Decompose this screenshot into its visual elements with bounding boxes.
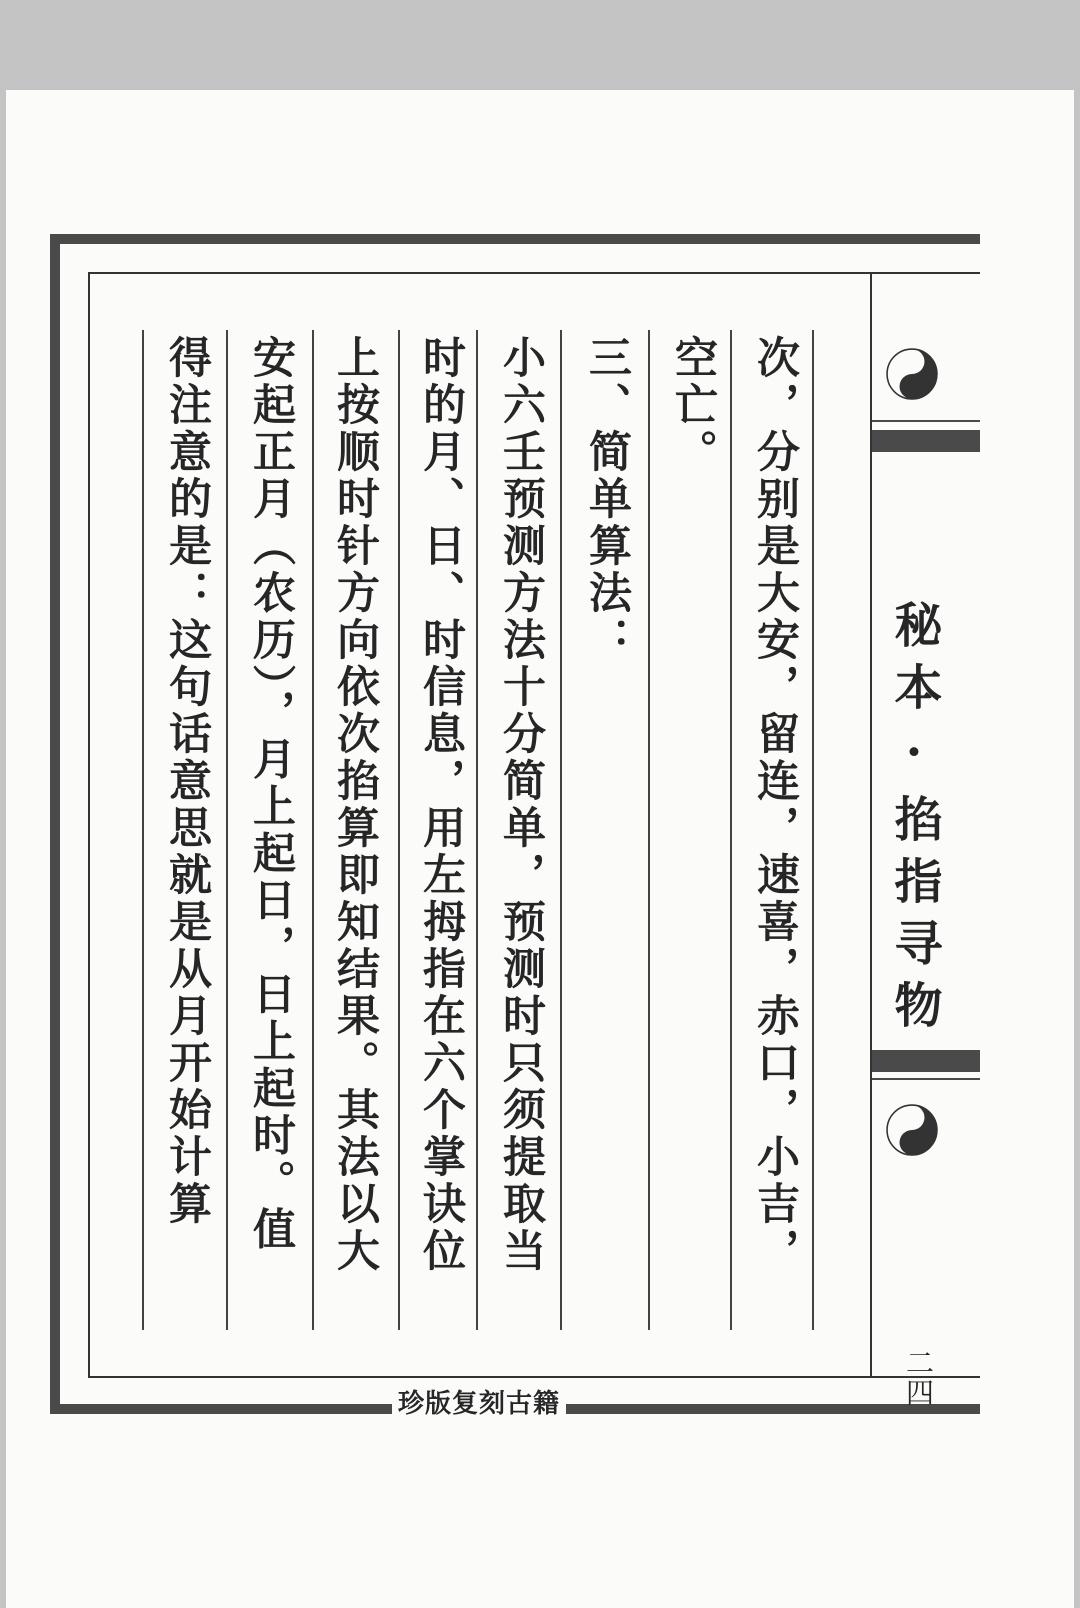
column-rule	[142, 330, 144, 1330]
text-column-8: 得注意的是：这句话意思就是从月开始计算	[162, 335, 212, 1228]
column-rule	[812, 330, 814, 1330]
side-band-top	[872, 430, 980, 452]
page-number: 二四	[902, 1348, 935, 1408]
text-column-4: 小六壬预测方法十分简单，预测时只须提取当	[496, 335, 546, 1275]
side-band-top-thin	[872, 420, 980, 422]
text-column-2: 空亡。	[668, 335, 718, 476]
side-band-bottom-thin	[872, 1078, 980, 1080]
yin-yang-icon	[886, 1104, 938, 1156]
footer-label: 珍版复刻古籍	[392, 1384, 566, 1424]
column-rule	[648, 330, 650, 1330]
book-title: 秘本·掐指寻物	[886, 600, 942, 1042]
yin-yang-icon	[886, 348, 938, 400]
text-column-7: 安起正月（农历），月上起日，日上起时。值	[246, 335, 296, 1254]
column-rule	[312, 330, 314, 1330]
column-rule	[398, 330, 400, 1330]
column-rule	[560, 330, 562, 1330]
text-column-6: 上按顺时针方向依次掐算即知结果。其法以大	[330, 335, 380, 1275]
column-rule	[730, 330, 732, 1330]
page	[6, 90, 1074, 1608]
side-band-bottom	[872, 1050, 980, 1072]
column-rule	[226, 330, 228, 1330]
text-column-3: 三、简单算法：	[582, 335, 632, 664]
text-column-1: 次，分别是大安，留连，速喜，赤口，小吉，	[750, 335, 800, 1275]
column-rule	[476, 330, 478, 1330]
text-column-5: 时的月、日、时信息，用左拇指在六个掌诀位	[416, 335, 466, 1275]
